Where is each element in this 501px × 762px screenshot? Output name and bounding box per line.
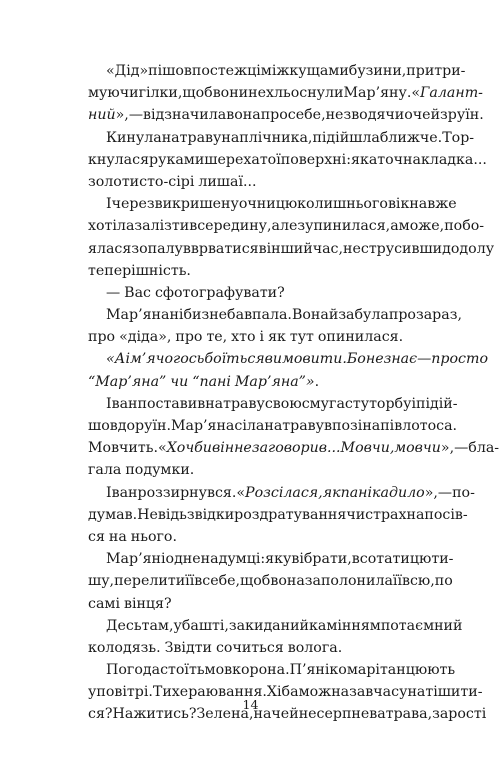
italic-word: Мовчи, [340,440,395,457]
paragraph-first-line [88,548,454,570]
word: Кинула [106,129,162,146]
italic-word: знає [383,351,418,368]
word: відзначила [143,107,227,124]
paragraph-first-line [88,482,475,504]
text-line [88,149,487,171]
word: на [108,528,127,545]
word: й [289,706,299,723]
body-text [88,60,500,726]
word: опинилася. [317,329,404,346]
word: торбу [369,395,412,412]
word: може, [398,218,445,235]
word: теперішність. [88,262,191,279]
word: І [106,196,112,213]
word: . [314,373,320,390]
text-line [88,504,468,526]
word: і [411,395,416,412]
word: руїн. [447,107,484,124]
text-line [88,238,495,260]
word: Мар’яна [170,418,235,434]
word: шерехатої [204,151,281,168]
word: Зелена, [196,706,254,723]
word: «діда», [119,329,172,346]
paragraph-first-line [88,659,456,681]
word: роззирнувся. [137,484,237,501]
italic-word: вимовити. [264,351,347,368]
text-line [88,637,418,659]
word: струсивши [360,240,443,257]
word: забула [338,307,389,324]
italic-word: Розсілася, [245,484,323,501]
word: — [437,484,453,501]
word: на [161,129,180,146]
word: про [388,307,416,324]
text-line [88,415,458,437]
word: Іван [106,484,138,501]
word: всередину, [189,218,272,235]
italic-word: “Мар’яна” [88,373,167,390]
word: свою [264,395,302,412]
word: сочиться [215,639,284,656]
word: думав. [88,506,138,523]
word: не [248,85,266,102]
word: комарі [329,662,380,679]
word: « [236,484,246,501]
italic-word: мовчи [394,440,441,457]
word: вврватися [182,240,259,257]
text-line [88,326,418,348]
word: Мар’яні [106,551,166,568]
word: — [128,107,144,124]
word: закиданий [228,617,310,634]
word: одне [165,551,201,568]
paragraph-first-line [88,193,457,215]
word: себе, [202,573,241,590]
word [411,82,483,104]
word: страх [365,506,407,523]
word: руїн. [135,418,171,434]
word [236,482,322,504]
word: в [324,418,333,434]
word: звідки [186,506,235,523]
word: про [260,107,288,124]
word: танцюють [379,662,456,679]
italic-word: він [211,440,235,457]
word: яка [351,151,378,168]
word: додолу [442,240,495,257]
word: поставив [137,395,206,412]
word: з [440,107,448,124]
word: Нажитись? [112,706,197,723]
word: наче [253,706,290,723]
word: вже [427,196,457,213]
word: зупинилася, [297,218,391,235]
word: наплічника, [221,129,313,146]
word: цю [409,551,432,568]
word: — [106,284,121,301]
italic-word: «А [106,351,126,368]
word: заполонила [304,573,393,590]
word: самі [88,595,120,612]
word: шов [88,418,118,434]
word: вона [270,573,305,590]
word [88,104,129,126]
word: в [258,240,267,257]
word: пішов [148,63,192,79]
word: », [424,484,438,501]
word: по [191,63,210,79]
text-line [88,171,418,193]
word [341,482,438,504]
word: « [411,85,421,102]
word: повітрі. [96,684,153,701]
word: по [434,573,453,590]
word: П’яні [289,662,330,679]
text-line [88,459,418,481]
word: подумки. [125,462,195,479]
word: колишнього [297,196,388,213]
word: Погода [106,662,161,679]
word: на [200,551,219,568]
word: хто [231,329,256,346]
word: зараз, [415,307,462,324]
word: на [264,418,283,434]
word: як [265,551,283,568]
word: вікна [387,196,428,213]
word: вона [226,107,261,124]
word: вони [212,85,249,102]
word: ніби [169,307,202,324]
italic-word: Хоч [166,440,195,457]
italic-word: заговорив... [251,440,341,457]
paragraph-first-line [88,127,475,149]
word: башті, [181,617,229,634]
word: можна [298,684,350,701]
word: чи [346,506,366,523]
word: смугасту [301,395,370,412]
word: гала [88,462,122,479]
word: про [88,329,116,346]
paragraph-first-line [88,304,462,326]
word: раювання. [188,684,267,701]
word: сфотографувати? [154,284,285,301]
word: побо- [444,218,485,235]
word: ти- [431,551,454,568]
italic-word: боїться [204,351,265,368]
word: Хіба [266,684,299,701]
italic-word: би [194,440,212,457]
word: підійшла [312,129,380,146]
word: Десь [106,617,142,634]
text-line [88,570,453,592]
word: кладка... [420,151,487,168]
word: завчасу [349,684,408,701]
text-line [88,593,418,615]
word: вінця? [123,595,172,612]
paragraph-first-line [88,615,463,637]
word [394,437,454,459]
word: волога. [287,639,343,656]
word: впала. [244,307,292,324]
word: по- [452,484,475,501]
paragraph-first-line [88,60,466,82]
word: інший [266,240,313,257]
word: потаємний [380,617,463,634]
word: « [157,440,167,457]
word: на [205,395,224,412]
text-line [88,104,484,126]
italic-word: — [417,351,432,368]
word: як [268,329,286,346]
italic-word: чи [170,373,189,390]
word [235,371,319,393]
word: Мовчить. [88,440,158,457]
word: руками [149,151,205,168]
word: у [173,617,182,634]
word: ближче. [379,129,443,146]
text-line [88,215,485,237]
word: очницю [238,196,298,213]
word: кущами [289,63,349,79]
word: кнулася [88,151,150,168]
word: ся [88,528,105,545]
word: роздратування [234,506,347,523]
word: напівлотоса. [362,418,458,434]
word: нього. [130,528,177,545]
italic-word: “пані [192,373,231,390]
word: зарості [432,706,487,723]
italic-word: ний [88,107,116,124]
word: щоб [240,573,271,590]
word: муючи [88,85,139,102]
italic-word: як [322,484,341,501]
word: Вас [124,284,151,301]
word: траву [282,418,325,434]
word: стежці [209,63,261,79]
word: з [201,307,210,324]
word: «Дід» [106,63,149,79]
word: гілки, [138,85,183,102]
word: до [117,418,136,434]
word: колодязь. [88,639,161,656]
word: всотати [351,551,410,568]
word: а [390,218,399,235]
word: і [259,329,265,346]
word: Іван [106,395,138,412]
italic-word: панікадило [340,484,425,501]
word: », [440,440,455,457]
word: корона. [232,662,290,679]
word: точна [377,151,421,168]
italic-word: чогось [155,351,205,368]
word: неба [209,307,245,324]
word: мов [204,662,233,679]
word: й [328,307,339,324]
word: позі [332,418,363,434]
word: золотисто-сірі [88,173,195,190]
word: час, [312,240,344,257]
text-line [88,82,483,104]
word: Мар’яну. [343,85,412,102]
word: — [454,440,469,457]
word: серпнева [316,706,386,723]
word: перелити [114,573,186,590]
word: Вона [291,307,329,324]
italic-word: просто [431,351,488,368]
word: Звідти [164,639,212,656]
italic-word: не [365,351,384,368]
word: бузини, [348,63,407,79]
word: думці: [218,551,266,568]
word: ялася [88,240,132,257]
word: між [260,63,290,79]
italic-word: Галант- [420,85,483,102]
italic-word: ім’я [125,351,156,368]
paragraph-first-line [88,282,418,304]
page-number: 14 [242,697,259,712]
word: траву [179,129,222,146]
word [158,437,194,459]
word: щоб [182,85,213,102]
word: її [185,573,195,590]
word: лишаї... [198,173,257,190]
word: її [392,573,402,590]
word: там, [141,617,174,634]
word: підій- [415,395,458,412]
word: викришену [154,196,239,213]
word: в [194,573,203,590]
word: шу, [88,573,115,590]
word: напосів- [406,506,468,523]
paragraph-first-line [88,393,458,415]
word: бла- [468,440,500,457]
word: зопалу [131,240,183,257]
text-line [88,371,418,393]
word: зводячи [343,107,405,124]
word: всю, [402,573,435,590]
word: траву [223,395,265,412]
word: Невідь [137,506,187,523]
word: притри- [406,63,466,79]
word: залізти [134,218,190,235]
word: сіла [234,418,265,434]
word: не [343,240,361,257]
paragraph-first-line [88,348,488,370]
word: Тор- [442,129,475,146]
text-line [88,437,500,459]
word: Тихе [152,684,189,701]
word: стоїть [160,662,205,679]
word: очей [404,107,441,124]
italic-word: не [234,440,252,457]
italic-word: Бо [346,351,366,368]
word: Мар’яна [106,307,170,324]
word: », [115,107,129,124]
italic-word: Мар’яна”» [234,373,315,390]
word: трава, [385,706,433,723]
word: себе, [287,107,326,124]
word: те, [206,329,228,346]
word: поверхні: [280,151,351,168]
word: камінням [309,617,381,634]
word: хотіла [88,218,135,235]
word: про [175,329,203,346]
word: увібрати, [282,551,352,568]
word: не [325,107,344,124]
word: не [298,706,317,723]
word: хльоснули [266,85,344,102]
word: натішити- [407,684,483,701]
text-line [88,526,418,548]
word: тут [289,329,314,346]
word: у [88,684,97,701]
word: ся? [88,706,113,723]
word: через [111,196,155,213]
word: але [271,218,298,235]
text-line [88,260,418,282]
